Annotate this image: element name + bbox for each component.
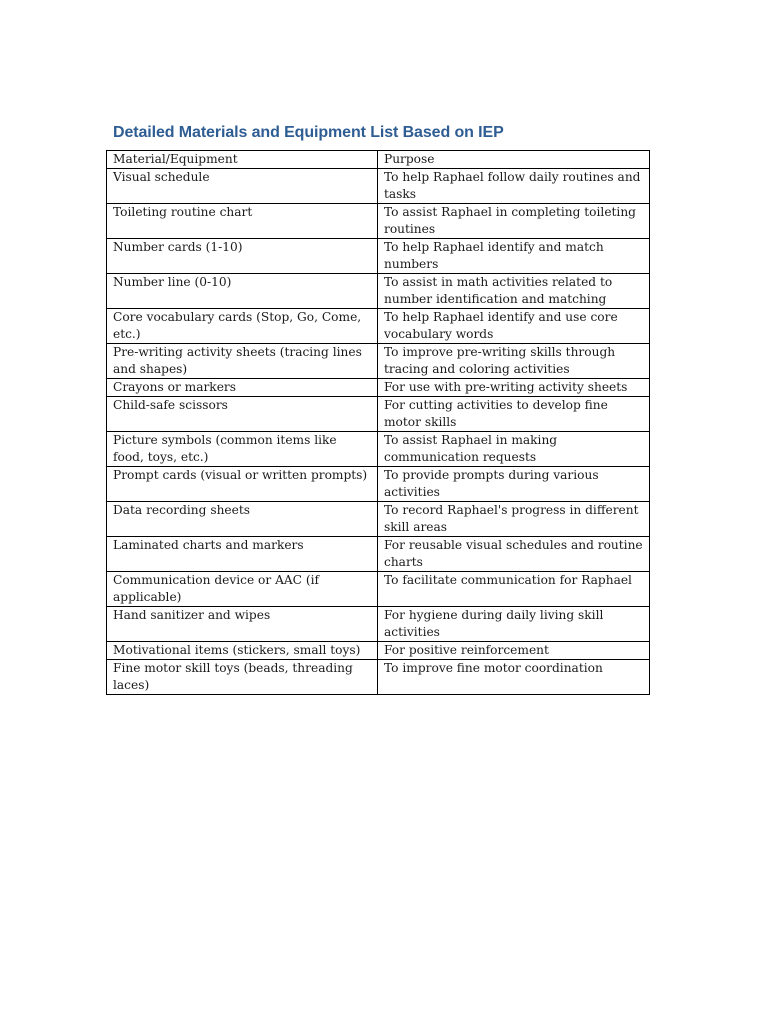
table-row (107, 502, 650, 537)
material-cell: Pre-writing activity sheets (tracing lines and shapes) (107, 344, 378, 379)
material-cell: Hand sanitizer and wipes (107, 607, 378, 642)
material-cell: Number line (0-10) (107, 274, 378, 309)
purpose-cell: For positive reinforcement (378, 642, 650, 660)
document-title: Detailed Materials and Equipment List Based on IEP (113, 124, 504, 141)
material-cell: Motivational items (stickers, small toys) (107, 642, 378, 660)
material-cell: Picture symbols (common items like food, toys, etc.) (107, 432, 378, 467)
purpose-cell: To record Raphael's progress in different skill areas (378, 502, 650, 537)
material-cell: Child-safe scissors (107, 397, 378, 432)
table-row (107, 239, 650, 274)
purpose-cell: For cutting activities to develop fine motor skills (378, 397, 650, 432)
material-cell: Laminated charts and markers (107, 537, 378, 572)
table-row (107, 204, 650, 239)
table-row (107, 642, 650, 660)
purpose-cell: To facilitate communication for Raphael (378, 572, 650, 607)
table-row (107, 572, 650, 607)
purpose-cell: To assist Raphael in making communication requests (378, 432, 650, 467)
table-row (107, 432, 650, 467)
material-cell: Data recording sheets (107, 502, 378, 537)
material-cell: Fine motor skill toys (beads, threading laces) (107, 660, 378, 695)
table-row (107, 274, 650, 309)
material-cell: Visual schedule (107, 169, 378, 204)
purpose-cell: To help Raphael identify and use core vocabulary words (378, 309, 650, 344)
table-row (107, 537, 650, 572)
purpose-cell: To assist in math activities related to number identification and matching (378, 274, 650, 309)
material-cell: Communication device or AAC (if applicable) (107, 572, 378, 607)
table-row (107, 467, 650, 502)
purpose-cell: To help Raphael follow daily routines and tasks (378, 169, 650, 204)
purpose-cell: To improve pre-writing skills through tracing and coloring activities (378, 344, 650, 379)
material-cell: Number cards (1-10) (107, 239, 378, 274)
table-row (107, 379, 650, 397)
material-cell: Prompt cards (visual or written prompts) (107, 467, 378, 502)
table-row (107, 309, 650, 344)
purpose-cell: To help Raphael identify and match numbers (378, 239, 650, 274)
table-row (107, 344, 650, 379)
purpose-cell: For reusable visual schedules and routine charts (378, 537, 650, 572)
materials-table (106, 150, 650, 695)
table-row (107, 607, 650, 642)
purpose-cell: For use with pre-writing activity sheets (378, 379, 650, 397)
header-purpose: Purpose (378, 151, 650, 169)
material-cell: Toileting routine chart (107, 204, 378, 239)
table-header-row (107, 151, 650, 169)
table-row (107, 660, 650, 695)
purpose-cell: To improve fine motor coordination (378, 660, 650, 695)
material-cell: Crayons or markers (107, 379, 378, 397)
material-cell: Core vocabulary cards (Stop, Go, Come, etc.) (107, 309, 378, 344)
header-material: Material/Equipment (107, 151, 378, 169)
table-row (107, 397, 650, 432)
purpose-cell: For hygiene during daily living skill activities (378, 607, 650, 642)
purpose-cell: To assist Raphael in completing toileting routines (378, 204, 650, 239)
table-row (107, 169, 650, 204)
purpose-cell: To provide prompts during various activities (378, 467, 650, 502)
